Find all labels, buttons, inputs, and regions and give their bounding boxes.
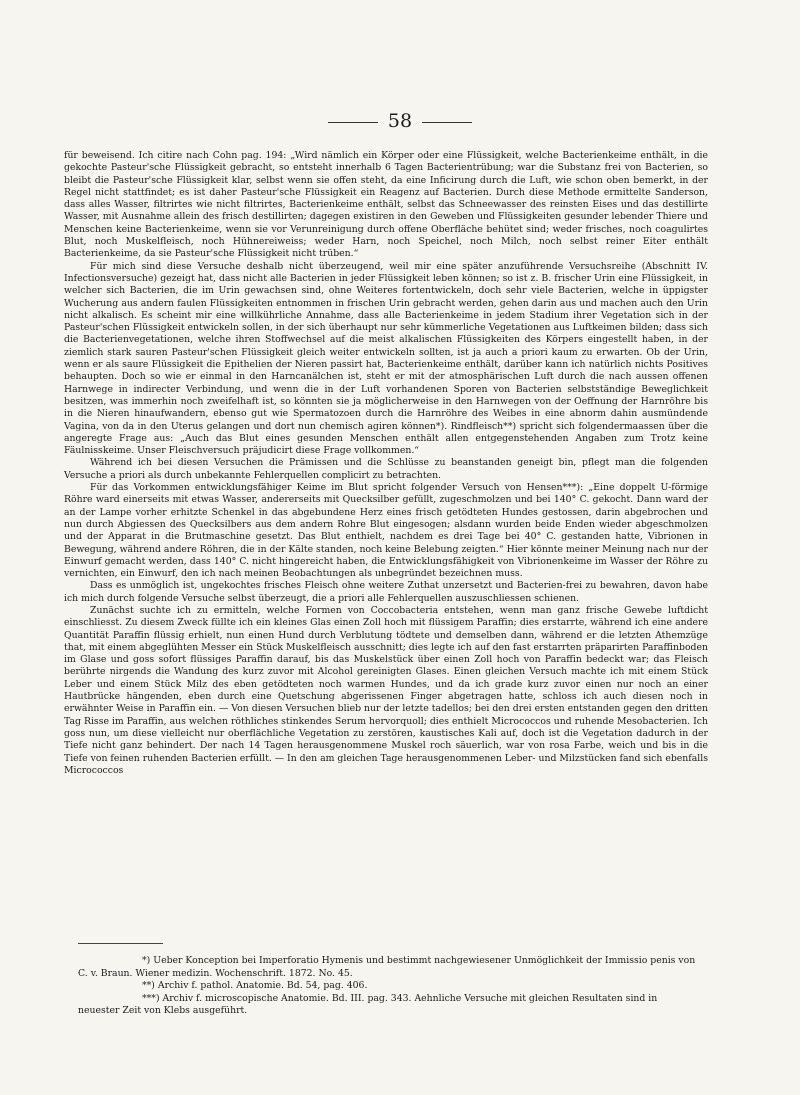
body-text [64, 150, 708, 777]
page-header [0, 110, 800, 132]
paragraph-4: Für das Vorkommen entwicklungsfähiger Keime im Blut spricht folgender Versuch von Hensen***): „Eine doppelt U-förmige Röhre ward einerseits mit etwas Wasser, andererseits mit Quecksilber gefüllt, zugeschmolzen und bei 140° C. gekocht. Dann ward der an der Lampe vorher erhitzte Schenkel in das abgebundene Herz eines frisch getödteten Hundes gestossen, darin abgebrochen und nun durch Abgiessen des Quecksilbers aus dem andern Rohre Blut eingesogen; alsdann wurden beide Enden wieder abgeschmolzen und der Apparat in die Brutmaschine gesetzt. Das Blut enthielt, nachdem es drei Tage bei 40° C. gestanden hatte, Vibrionen in Bewegung, während andere Röhren, die in der Kälte standen, noch keine Belebung zeigten.“ Hier könnte meiner Meinung nach nur der Einwurf gemacht werden, dass 140° C. nicht hingereicht haben, die Entwicklungsfähigkeit von Vibrionenkeime im Wasser der Röhre zu vernichten, ein Einwurf, den ich nach meinen Beobachtungen als unbegründet bezeichnen muss. [64, 482, 708, 580]
header-dash-right [422, 122, 472, 123]
paragraph-1: für beweisend. Ich citire nach Cohn pag. 194: „Wird nämlich ein Körper oder eine Flüssigkeit, welche Bacterienkeime enthält, in die gekochte Pasteur'sche Flüssigkeit gebracht, so entsteht innerhalb 6 Tagen Bacterientrübung; war die Substanz frei von Bacterien, so bleibt die Pasteur'sche Flüssigkeit klar, selbst wenn sie offen steht, da eine Inficirung durch die Luft, wie schon oben bemerkt, in der Regel nicht stattfindet; es ist daher Pasteur'sche Flüssigkeit ein Reagenz auf Bacterien. Durch diese Methode ermittelte Sanderson, dass alles Wasser, filtrirtes wie nicht filtrirtes, Bacterienkeime enthält, selbst das Schneewasser des reinsten Eises und das destillirte Wasser, mit Ausnahme allein des frisch destillirten; dagegen existiren in den Geweben und Flüssigkeiten gesunder lebender Thiere und Menschen keine Bacterienkeime, wenn sie vor Verunreinigung durch offene Oberfläche behütet sind; weder frisches, noch coagulirtes Blut, noch Muskelfleisch, noch Hühnereiweiss; weder Harn, noch Speichel, noch Milch, noch selbst reiner Eiter enthält Bacterienkeime, da sie Pasteur'sche Flüssigkeit nicht trüben.“ [64, 150, 708, 260]
page-number: 58 [387, 110, 413, 132]
paragraph-5: Dass es unmöglich ist, ungekochtes frisches Fleisch ohne weitere Zuthat unzersetzt und Bacterien-frei zu bewahren, davon habe ich mich durch folgende Versuche selbst überzeugt, die a priori alle Fehlerquellen auszuschliessen schienen. [64, 580, 708, 604]
footnote-1-continuation: C. v. Braun. Wiener medizin. Wochenschrift. 1872. No. 45. [78, 967, 353, 979]
footnote-3-continuation: neuester Zeit von Klebs ausgeführt. [78, 1005, 248, 1016]
header-dash-left [328, 122, 378, 123]
footnote-2: **) Archiv f. pathol. Anatomie. Bd. 54, pag. 406. [142, 980, 368, 991]
footnotes [64, 955, 708, 1018]
paragraph-6: Zunächst suchte ich zu ermitteln, welche Formen von Coccobacteria entstehen, wenn man ganz frische Gewebe luftdicht einschliesst. Zu diesem Zweck füllte ich ein kleines Glas einen Zoll hoch mit flüssigem Paraffin; dies erstarrte, während ich eine andere Quantität Paraffin flüssig erhielt, nun einen Hund durch Verblutung tödtete und demselben dann, während er die letzten Athemzüge that, mit einem abgeglühten Messer ein Stück Muskelfleisch ausschnitt; dies legte ich auf den fast erstarrten präparirten Paraffinboden im Glase und goss sofort flüssiges Paraffin darauf, bis das Muskelstück über einen Zoll hoch von Paraffin bedeckt war; das Fleisch berührte nirgends die Wandung des kurz zuvor mit Alcohol gereinigten Glases. Einen gleichen Versuch machte ich mit einem Stück Leber und einem Stück Milz des eben getödteten noch warmen Hundes, und da ich grade kurz zuvor einen nur noch an einer Hautbrücke hängenden, eben durch eine Quetschung abgerissenen Finger abgetragen hatte, schloss ich auch diesen noch in erwähnter Weise in Paraffin ein. — Von diesen Versuchen blieb nur der letzte tadellos; bei den drei ersten entstanden gegen den dritten Tag Risse im Paraffin, aus welchen röthliches stinkendes Serum hervorquoll; dies enthielt Micrococcos und ruhende Mesobacterien. Ich goss nun, um diese vielleicht nur oberflächliche Vegetation zu zerstören, kaustisches Kali auf, doch ist die Vegetation dadurch in der Tiefe nicht ganz behindert. Der nach 14 Tagen herausgenommene Muskel roch säuerlich, war von rosa Farbe, weich und bis in die Tiefe von feinen ruhenden Bacterien erfüllt. — In den am gleichen Tage herausgenommenen Leber- und Milzstücken fand sich ebenfalls Micrococcos [64, 604, 708, 776]
footnote-rule [78, 943, 163, 944]
paragraph-2: Für mich sind diese Versuche deshalb nicht überzeugend, weil mir eine später anzuführende Versuchsreihe (Abschnitt IV. Infectionsversuche) gezeigt hat, dass nicht alle Bacterien in jeder Flüssigkeit leben können; so ist z. B. frischer Urin eine Flüssigkeit, in welcher sich Bacterien, die im Urin gewachsen sind, ohne Weiteres fortentwickeln, doch sehr viele Bacterien, welche in üppigster Wucherung aus andern faulen Flüssigkeiten entnommen in frischen Urin gebracht werden, gehen darin aus und machen auch den Urin nicht alkalisch. Es scheint mir eine willkührliche Annahme, dass alle Bacterienkeime in jedem Stadium ihrer Vegetation sich in der Pasteur'schen Flüssigkeit entwickeln sollen, in der sich überhaupt nur sehr kümmerliche Vegetationen aus Luftkeimen bilden; dass sich die Bacterienvegetationen, welche ihren Stoffwechsel auf die meist alkalischen Flüssigkeiten des Körpers eingestellt haben, in der ziemlich stark sauren Pasteur'schen Flüssigkeit gleich weiter entwickeln sollten, ist ja auch a priori kaum zu erwarten. Ob der Urin, wenn er als saure Flüssigkeit die Epithelien der Nieren passirt hat, Bacterienkeime enthält, darüber kann ich natürlich nichts Positives behaupten. Doch so wie er einmal in den Harncanälchen ist, steht er mit der atmosphärischen Luft durch die nach aussen offenen Harnwege in indirecter Verbindung, und wenn die in der Luft vorhandenen Sporen von Bacterien selbstständige Beweglichkeit besitzen, was immerhin noch zweifelhaft ist, so könnten sie ja möglicherweise in den Harnwegen von der Oeffnung der Harnröhre bis in die Nieren hinaufwandern, ebenso gut wie Spermatozoen durch die Harnröhre des Weibes in eine abnorm dahin ausmündende Vagina, von da in den Uterus gelangen und dort nun chemisch agiren können*). Rindfleisch**) spricht sich folgendermaassen über die angeregte Frage aus: „Auch das Blut eines gesunden Menschen enthält allen entgegenstehenden Angaben zum Trotz keine Fäulnisskeime. Unser Fleischversuch präjudicirt diese Frage vollkommen.“ [64, 260, 708, 457]
footnote-3: ***) Archiv f. microscopische Anatomie. Bd. III. pag. 343. Aehnliche Versuche mit gleichen Resultaten sind in [142, 992, 658, 1004]
paragraph-3: Während ich bei diesen Versuchen die Prämissen und die Schlüsse zu beanstanden geneigt bin, pflegt man die folgenden Versuche a priori als durch unbekannte Fehlerquellen complicirt zu betrachten. [64, 457, 708, 481]
footnote-1: *) Ueber Konception bei Imperforatio Hymenis und bestimmt nachgewiesener Unmöglichkeit der Immissio penis von [142, 955, 696, 966]
